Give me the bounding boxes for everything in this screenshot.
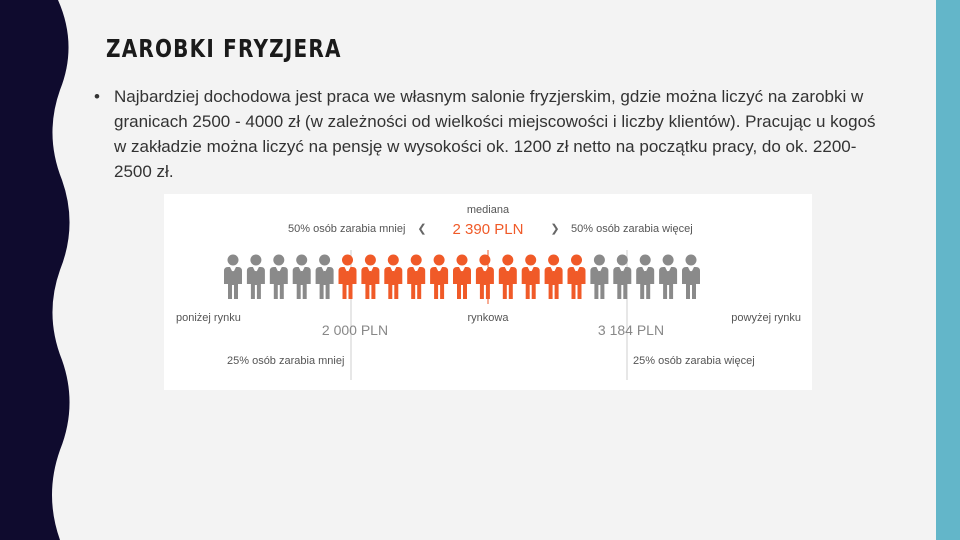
left-half-caption: 50% osób zarabia mniej bbox=[288, 223, 406, 235]
bullet-paragraph bbox=[94, 84, 884, 184]
person-icon bbox=[224, 255, 242, 300]
people-row bbox=[224, 255, 700, 300]
person-icon bbox=[384, 255, 402, 300]
lower-quartile-caption: 25% osób zarabia mniej bbox=[227, 355, 345, 367]
person-icon bbox=[499, 255, 517, 300]
lower-quartile-value: 2 000 PLN bbox=[321, 322, 389, 338]
right-arrow-icon: ❯ bbox=[550, 223, 560, 235]
person-icon bbox=[682, 255, 700, 300]
person-icon bbox=[293, 255, 311, 300]
right-half-caption: 50% osób zarabia więcej bbox=[571, 223, 693, 235]
slide-title: ZAROBKI FRYZJERA bbox=[106, 34, 342, 63]
person-icon bbox=[453, 255, 471, 300]
person-icon bbox=[407, 255, 425, 300]
person-icon bbox=[613, 255, 631, 300]
person-icon bbox=[568, 255, 586, 300]
above-market-label: powyżej rynku bbox=[731, 312, 801, 324]
left-arrow-icon: ❮ bbox=[417, 223, 427, 235]
left-wavy-border-decoration bbox=[0, 0, 80, 540]
person-icon bbox=[659, 255, 677, 300]
person-icon bbox=[545, 255, 563, 300]
below-market-label: poniżej rynku bbox=[176, 312, 241, 324]
person-icon bbox=[522, 255, 540, 300]
person-icon bbox=[270, 255, 288, 300]
bullet-text: Najbardziej dochodowa jest praca we własnym salonie fryzjerskim, gdzie można liczyć na zarobki w granicach 2500 - 4000 zł (w zależności od wielkości miejscowości i liczby klientów). Pracując u kogoś w zakładzie można liczyć na pensję w wysokości ok. 1200 zł netto na początku pracy, do ok. 2200-2500 zł. bbox=[114, 87, 876, 181]
person-icon bbox=[476, 255, 494, 300]
right-accent-bar bbox=[936, 0, 960, 540]
bullet-marker: • bbox=[94, 87, 100, 106]
salary-infographic bbox=[164, 194, 812, 390]
person-icon bbox=[636, 255, 654, 300]
median-caption: mediana bbox=[466, 204, 510, 216]
median-value: 2 390 PLN bbox=[452, 221, 524, 238]
upper-quartile-value: 3 184 PLN bbox=[597, 322, 665, 338]
market-label: rynkowa bbox=[467, 312, 509, 324]
person-icon bbox=[590, 255, 608, 300]
person-icon bbox=[430, 255, 448, 300]
person-icon bbox=[339, 255, 357, 300]
person-icon bbox=[361, 255, 379, 300]
upper-quartile-caption: 25% osób zarabia więcej bbox=[633, 355, 755, 367]
person-icon bbox=[247, 255, 265, 300]
person-icon bbox=[316, 255, 334, 300]
